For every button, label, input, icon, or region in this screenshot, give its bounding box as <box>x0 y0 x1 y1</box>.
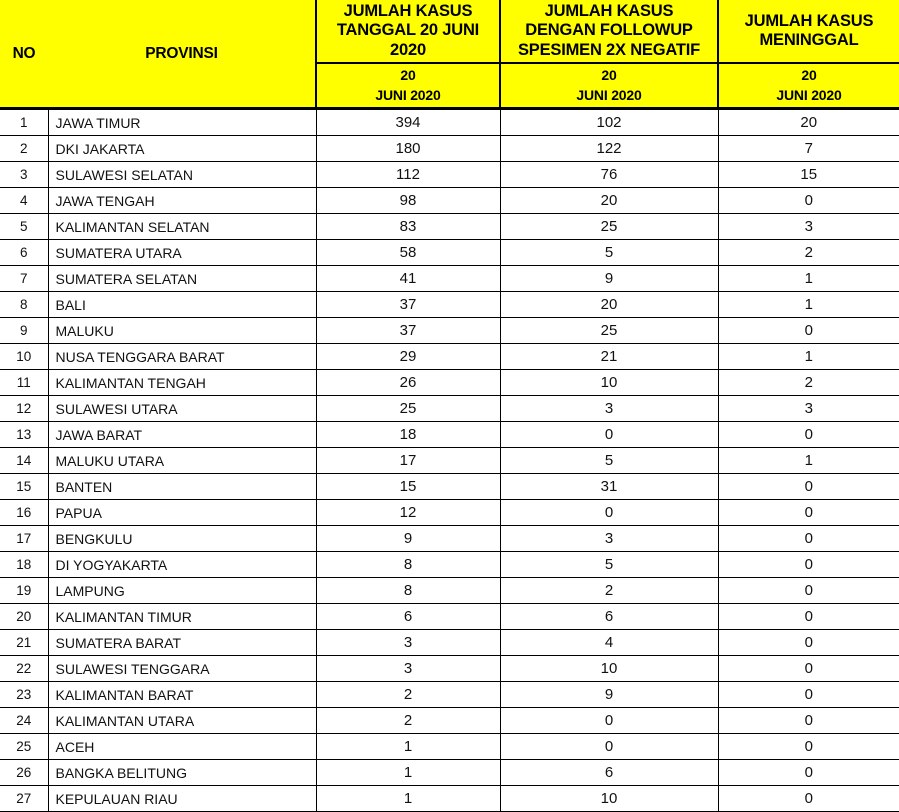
cell-followup-negatif: 5 <box>500 552 718 578</box>
table-row[interactable] <box>0 734 899 760</box>
cell-no: 12 <box>0 396 48 422</box>
cell-followup-negatif: 3 <box>500 396 718 422</box>
cell-no: 4 <box>0 188 48 214</box>
subheader-day: 20 <box>400 66 416 83</box>
cell-no: 1 <box>0 109 48 136</box>
cell-provinsi: DI YOGYAKARTA <box>48 552 316 578</box>
cell-jumlah-kasus: 29 <box>316 344 500 370</box>
table-row[interactable] <box>0 240 899 266</box>
subheader-date-meninggal <box>718 63 899 109</box>
cell-jumlah-kasus: 37 <box>316 318 500 344</box>
cell-no: 19 <box>0 578 48 604</box>
cell-provinsi: SULAWESI UTARA <box>48 396 316 422</box>
cell-no: 22 <box>0 656 48 682</box>
cell-jumlah-kasus: 9 <box>316 526 500 552</box>
cell-jumlah-kasus: 3 <box>316 630 500 656</box>
cell-jumlah-kasus: 394 <box>316 109 500 136</box>
cell-meninggal: 2 <box>718 240 899 266</box>
cell-followup-negatif: 3 <box>500 526 718 552</box>
cell-no: 5 <box>0 214 48 240</box>
column-header-no: NO <box>0 0 48 109</box>
table-row[interactable] <box>0 266 899 292</box>
cell-followup-negatif: 0 <box>500 734 718 760</box>
cell-meninggal: 0 <box>718 188 899 214</box>
cell-meninggal: 7 <box>718 136 899 162</box>
column-header-meninggal <box>718 0 899 63</box>
cell-followup-negatif: 10 <box>500 786 718 812</box>
table-row[interactable] <box>0 526 899 552</box>
cell-jumlah-kasus: 15 <box>316 474 500 500</box>
cell-no: 10 <box>0 344 48 370</box>
cell-jumlah-kasus: 17 <box>316 448 500 474</box>
cell-meninggal: 3 <box>718 214 899 240</box>
cell-provinsi: MALUKU <box>48 318 316 344</box>
cell-meninggal: 2 <box>718 370 899 396</box>
header-line-1: JUMLAH KASUS <box>544 1 674 20</box>
cell-no: 2 <box>0 136 48 162</box>
cell-followup-negatif: 9 <box>500 682 718 708</box>
table-row[interactable] <box>0 162 899 188</box>
cell-followup-negatif: 4 <box>500 630 718 656</box>
table-row[interactable] <box>0 188 899 214</box>
cell-followup-negatif: 0 <box>500 422 718 448</box>
cell-provinsi: NUSA TENGGARA BARAT <box>48 344 316 370</box>
cell-no: 24 <box>0 708 48 734</box>
cell-meninggal: 0 <box>718 552 899 578</box>
table-row[interactable] <box>0 656 899 682</box>
cell-no: 3 <box>0 162 48 188</box>
column-header-followup-negatif <box>500 0 718 63</box>
cell-meninggal: 0 <box>718 786 899 812</box>
cell-meninggal: 1 <box>718 266 899 292</box>
cell-meninggal: 0 <box>718 526 899 552</box>
cell-provinsi: KALIMANTAN BARAT <box>48 682 316 708</box>
cell-jumlah-kasus: 12 <box>316 500 500 526</box>
cell-meninggal: 0 <box>718 656 899 682</box>
subheader-month-year: JUNI 2020 <box>576 86 642 103</box>
cell-followup-negatif: 5 <box>500 448 718 474</box>
cell-provinsi: KALIMANTAN SELATAN <box>48 214 316 240</box>
header-line-1: JUMLAH KASUS <box>343 1 473 20</box>
cell-no: 17 <box>0 526 48 552</box>
cell-jumlah-kasus: 180 <box>316 136 500 162</box>
cell-meninggal: 20 <box>718 109 899 136</box>
cell-provinsi: DKI JAKARTA <box>48 136 316 162</box>
cell-provinsi: JAWA BARAT <box>48 422 316 448</box>
cell-no: 16 <box>0 500 48 526</box>
cell-followup-negatif: 76 <box>500 162 718 188</box>
cell-followup-negatif: 2 <box>500 578 718 604</box>
table-row[interactable] <box>0 318 899 344</box>
cell-no: 11 <box>0 370 48 396</box>
cell-jumlah-kasus: 58 <box>316 240 500 266</box>
cell-provinsi: SUMATERA BARAT <box>48 630 316 656</box>
cell-meninggal: 15 <box>718 162 899 188</box>
cell-meninggal: 0 <box>718 604 899 630</box>
cell-meninggal: 1 <box>718 292 899 318</box>
subheader-date-jumlah-kasus <box>316 63 500 109</box>
cell-meninggal: 3 <box>718 396 899 422</box>
cell-jumlah-kasus: 8 <box>316 552 500 578</box>
header-row-main <box>0 0 899 63</box>
cell-jumlah-kasus: 37 <box>316 292 500 318</box>
cell-no: 21 <box>0 630 48 656</box>
cell-jumlah-kasus: 83 <box>316 214 500 240</box>
cell-no: 8 <box>0 292 48 318</box>
cell-meninggal: 1 <box>718 344 899 370</box>
header-line-1: JUMLAH KASUS <box>744 11 874 30</box>
cell-meninggal: 0 <box>718 422 899 448</box>
table-row[interactable] <box>0 136 899 162</box>
cell-provinsi: SULAWESI TENGGARA <box>48 656 316 682</box>
cell-followup-negatif: 21 <box>500 344 718 370</box>
cell-no: 6 <box>0 240 48 266</box>
cell-followup-negatif: 6 <box>500 760 718 786</box>
cell-jumlah-kasus: 1 <box>316 760 500 786</box>
header-line-3: SPESIMEN 2X NEGATIF <box>517 40 700 59</box>
cell-provinsi: BANGKA BELITUNG <box>48 760 316 786</box>
cell-no: 9 <box>0 318 48 344</box>
cell-provinsi: ACEH <box>48 734 316 760</box>
cell-followup-negatif: 5 <box>500 240 718 266</box>
cell-jumlah-kasus: 26 <box>316 370 500 396</box>
cell-meninggal: 0 <box>718 682 899 708</box>
cell-provinsi: SUMATERA UTARA <box>48 240 316 266</box>
subheader-date-followup <box>500 63 718 109</box>
cell-followup-negatif: 20 <box>500 292 718 318</box>
cell-provinsi: JAWA TENGAH <box>48 188 316 214</box>
cell-jumlah-kasus: 98 <box>316 188 500 214</box>
header-line-2: MENINGGAL <box>759 31 859 49</box>
cell-provinsi: PAPUA <box>48 500 316 526</box>
cell-meninggal: 0 <box>718 630 899 656</box>
cell-followup-negatif: 122 <box>500 136 718 162</box>
cell-meninggal: 0 <box>718 578 899 604</box>
cell-no: 7 <box>0 266 48 292</box>
cell-no: 18 <box>0 552 48 578</box>
table-row[interactable] <box>0 292 899 318</box>
cell-provinsi: MALUKU UTARA <box>48 448 316 474</box>
cell-no: 20 <box>0 604 48 630</box>
cell-no: 25 <box>0 734 48 760</box>
cell-provinsi: SULAWESI SELATAN <box>48 162 316 188</box>
table-row[interactable] <box>0 630 899 656</box>
cell-no: 15 <box>0 474 48 500</box>
cell-no: 26 <box>0 760 48 786</box>
cell-provinsi: LAMPUNG <box>48 578 316 604</box>
cell-provinsi: BALI <box>48 292 316 318</box>
cell-jumlah-kasus: 1 <box>316 786 500 812</box>
subheader-month-year: JUNI 2020 <box>776 86 842 103</box>
header-line-2: TANGGAL 20 JUNI <box>336 21 480 40</box>
table-row[interactable] <box>0 682 899 708</box>
table-header <box>0 0 899 109</box>
table-row[interactable] <box>0 578 899 604</box>
subheader-month-year: JUNI 2020 <box>375 86 441 103</box>
cell-jumlah-kasus: 25 <box>316 396 500 422</box>
table-row[interactable] <box>0 396 899 422</box>
cell-meninggal: 0 <box>718 474 899 500</box>
cell-provinsi: KALIMANTAN UTARA <box>48 708 316 734</box>
cell-followup-negatif: 25 <box>500 318 718 344</box>
cell-provinsi: SUMATERA SELATAN <box>48 266 316 292</box>
cell-jumlah-kasus: 6 <box>316 604 500 630</box>
cell-no: 13 <box>0 422 48 448</box>
table-row[interactable] <box>0 214 899 240</box>
cell-provinsi: KALIMANTAN TIMUR <box>48 604 316 630</box>
subheader-day: 20 <box>801 66 817 83</box>
header-line-2: DENGAN FOLLOWUP <box>525 21 693 40</box>
cell-followup-negatif: 10 <box>500 656 718 682</box>
cell-meninggal: 0 <box>718 318 899 344</box>
table-row[interactable] <box>0 708 899 734</box>
cell-followup-negatif: 0 <box>500 500 718 526</box>
column-header-jumlah-kasus <box>316 0 500 63</box>
table-row[interactable] <box>0 500 899 526</box>
cell-followup-negatif: 10 <box>500 370 718 396</box>
cell-provinsi: BENGKULU <box>48 526 316 552</box>
cell-no: 27 <box>0 786 48 812</box>
table-row[interactable] <box>0 448 899 474</box>
table-row[interactable] <box>0 604 899 630</box>
cell-meninggal: 0 <box>718 500 899 526</box>
header-line-3: 2020 <box>390 40 426 59</box>
subheader-day: 20 <box>601 66 617 83</box>
cell-meninggal: 0 <box>718 760 899 786</box>
cell-jumlah-kasus: 1 <box>316 734 500 760</box>
cell-followup-negatif: 9 <box>500 266 718 292</box>
cell-meninggal: 1 <box>718 448 899 474</box>
cell-jumlah-kasus: 18 <box>316 422 500 448</box>
cell-followup-negatif: 0 <box>500 708 718 734</box>
table-row[interactable] <box>0 786 899 812</box>
cell-provinsi: BANTEN <box>48 474 316 500</box>
cell-jumlah-kasus: 41 <box>316 266 500 292</box>
cell-meninggal: 0 <box>718 708 899 734</box>
cell-jumlah-kasus: 112 <box>316 162 500 188</box>
cell-meninggal: 0 <box>718 734 899 760</box>
table-row[interactable] <box>0 474 899 500</box>
table-row[interactable] <box>0 344 899 370</box>
table-row[interactable] <box>0 760 899 786</box>
cell-followup-negatif: 31 <box>500 474 718 500</box>
cell-followup-negatif: 6 <box>500 604 718 630</box>
cell-provinsi: KALIMANTAN TENGAH <box>48 370 316 396</box>
table-row[interactable] <box>0 370 899 396</box>
cell-jumlah-kasus: 2 <box>316 682 500 708</box>
cell-provinsi: KEPULAUAN RIAU <box>48 786 316 812</box>
cell-jumlah-kasus: 2 <box>316 708 500 734</box>
table-row[interactable] <box>0 552 899 578</box>
table-row[interactable] <box>0 422 899 448</box>
table-row[interactable] <box>0 109 899 136</box>
cell-provinsi: JAWA TIMUR <box>48 109 316 136</box>
column-header-provinsi: PROVINSI <box>48 0 316 109</box>
table-body <box>0 109 899 812</box>
cell-followup-negatif: 102 <box>500 109 718 136</box>
cell-no: 14 <box>0 448 48 474</box>
cell-followup-negatif: 20 <box>500 188 718 214</box>
cell-no: 23 <box>0 682 48 708</box>
cell-jumlah-kasus: 8 <box>316 578 500 604</box>
cell-jumlah-kasus: 3 <box>316 656 500 682</box>
cell-followup-negatif: 25 <box>500 214 718 240</box>
